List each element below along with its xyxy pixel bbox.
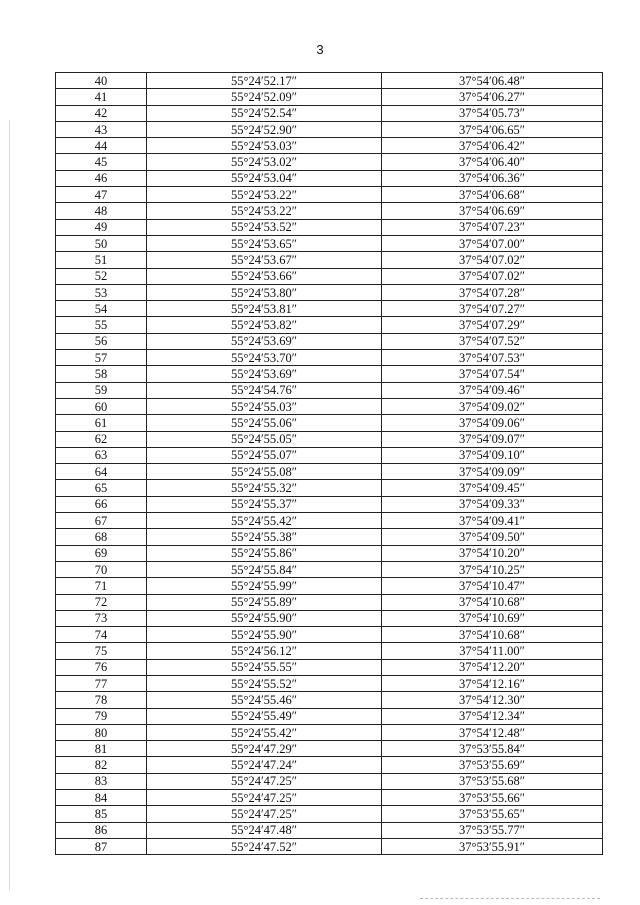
longitude-cell: 37°54′05.73″ (382, 105, 603, 121)
longitude-cell: 37°53′55.68″ (382, 773, 603, 789)
latitude-cell: 55°24′53.69″ (147, 366, 382, 382)
latitude-cell: 55°24′53.52″ (147, 219, 382, 235)
point-number-cell: 66 (56, 496, 147, 512)
table-row (56, 398, 603, 414)
table-row (56, 447, 603, 463)
longitude-cell: 37°54′10.69″ (382, 610, 603, 626)
point-number-cell: 52 (56, 268, 147, 284)
point-number-cell: 41 (56, 89, 147, 105)
point-number-cell: 72 (56, 594, 147, 610)
table-row (56, 301, 603, 317)
latitude-cell: 55°24′55.99″ (147, 578, 382, 594)
table-row (56, 235, 603, 251)
latitude-cell: 55°24′55.03″ (147, 398, 382, 414)
point-number-cell: 79 (56, 708, 147, 724)
latitude-cell: 55°24′47.25″ (147, 806, 382, 822)
point-number-cell: 46 (56, 170, 147, 186)
longitude-cell: 37°54′07.02″ (382, 268, 603, 284)
latitude-cell: 55°24′47.52″ (147, 838, 382, 854)
table-row (56, 790, 603, 806)
point-number-cell: 49 (56, 219, 147, 235)
table-row (56, 724, 603, 740)
latitude-cell: 55°24′52.90″ (147, 121, 382, 137)
longitude-cell: 37°54′06.68″ (382, 187, 603, 203)
point-number-cell: 64 (56, 464, 147, 480)
table-row (56, 154, 603, 170)
table-row (56, 545, 603, 561)
table-row (56, 496, 603, 512)
longitude-cell: 37°54′10.20″ (382, 545, 603, 561)
table-row (56, 610, 603, 626)
table-row (56, 284, 603, 300)
point-number-cell: 53 (56, 284, 147, 300)
longitude-cell: 37°54′10.68″ (382, 627, 603, 643)
table-row (56, 708, 603, 724)
longitude-cell: 37°54′07.52″ (382, 333, 603, 349)
point-number-cell: 71 (56, 578, 147, 594)
longitude-cell: 37°53′55.77″ (382, 822, 603, 838)
table-row (56, 838, 603, 854)
point-number-cell: 40 (56, 73, 147, 89)
table-row (56, 741, 603, 757)
latitude-cell: 55°24′55.32″ (147, 480, 382, 496)
longitude-cell: 37°54′09.09″ (382, 464, 603, 480)
latitude-cell: 55°24′53.80″ (147, 284, 382, 300)
longitude-cell: 37°54′12.20″ (382, 659, 603, 675)
latitude-cell: 55°24′55.42″ (147, 724, 382, 740)
latitude-cell: 55°24′54.76″ (147, 382, 382, 398)
table-row (56, 73, 603, 89)
table-row (56, 268, 603, 284)
longitude-cell: 37°54′10.25″ (382, 561, 603, 577)
latitude-cell: 55°24′47.25″ (147, 773, 382, 789)
latitude-cell: 55°24′53.65″ (147, 235, 382, 251)
table-row (56, 561, 603, 577)
point-number-cell: 57 (56, 350, 147, 366)
longitude-cell: 37°54′06.27″ (382, 89, 603, 105)
point-number-cell: 84 (56, 790, 147, 806)
point-number-cell: 70 (56, 561, 147, 577)
latitude-cell: 55°24′55.46″ (147, 692, 382, 708)
table-row (56, 578, 603, 594)
table-row (56, 89, 603, 105)
coordinates-table (55, 72, 603, 855)
table-row (56, 219, 603, 235)
table-row (56, 252, 603, 268)
longitude-cell: 37°54′09.06″ (382, 415, 603, 431)
table-row (56, 317, 603, 333)
longitude-cell: 37°54′12.48″ (382, 724, 603, 740)
longitude-cell: 37°53′55.65″ (382, 806, 603, 822)
table-row (56, 121, 603, 137)
longitude-cell: 37°54′09.45″ (382, 480, 603, 496)
point-number-cell: 54 (56, 301, 147, 317)
coordinates-table-body (56, 73, 603, 855)
longitude-cell: 37°54′06.69″ (382, 203, 603, 219)
point-number-cell: 76 (56, 659, 147, 675)
point-number-cell: 48 (56, 203, 147, 219)
page-number: 3 (316, 42, 324, 57)
longitude-cell: 37°53′55.91″ (382, 838, 603, 854)
point-number-cell: 73 (56, 610, 147, 626)
table-row (56, 382, 603, 398)
latitude-cell: 55°24′53.69″ (147, 333, 382, 349)
point-number-cell: 61 (56, 415, 147, 431)
point-number-cell: 80 (56, 724, 147, 740)
point-number-cell: 68 (56, 529, 147, 545)
longitude-cell: 37°54′07.02″ (382, 252, 603, 268)
table-row (56, 627, 603, 643)
latitude-cell: 55°24′53.67″ (147, 252, 382, 268)
point-number-cell: 56 (56, 333, 147, 349)
latitude-cell: 55°24′55.37″ (147, 496, 382, 512)
table-row (56, 675, 603, 691)
longitude-cell: 37°54′09.02″ (382, 398, 603, 414)
longitude-cell: 37°54′07.23″ (382, 219, 603, 235)
latitude-cell: 55°24′53.22″ (147, 187, 382, 203)
longitude-cell: 37°54′10.68″ (382, 594, 603, 610)
point-number-cell: 86 (56, 822, 147, 838)
latitude-cell: 55°24′47.48″ (147, 822, 382, 838)
longitude-cell: 37°54′07.27″ (382, 301, 603, 317)
latitude-cell: 55°24′53.81″ (147, 301, 382, 317)
longitude-cell: 37°54′06.36″ (382, 170, 603, 186)
point-number-cell: 43 (56, 121, 147, 137)
latitude-cell: 55°24′55.52″ (147, 675, 382, 691)
point-number-cell: 47 (56, 187, 147, 203)
latitude-cell: 55°24′53.02″ (147, 154, 382, 170)
longitude-cell: 37°54′10.47″ (382, 578, 603, 594)
table-row (56, 170, 603, 186)
latitude-cell: 55°24′52.54″ (147, 105, 382, 121)
point-number-cell: 85 (56, 806, 147, 822)
table-row (56, 366, 603, 382)
latitude-cell: 55°24′55.06″ (147, 415, 382, 431)
latitude-cell: 55°24′53.66″ (147, 268, 382, 284)
longitude-cell: 37°53′55.66″ (382, 790, 603, 806)
longitude-cell: 37°54′06.42″ (382, 138, 603, 154)
point-number-cell: 51 (56, 252, 147, 268)
latitude-cell: 55°24′47.24″ (147, 757, 382, 773)
table-row (56, 643, 603, 659)
longitude-cell: 37°54′11.00″ (382, 643, 603, 659)
latitude-cell: 55°24′53.03″ (147, 138, 382, 154)
point-number-cell: 67 (56, 513, 147, 529)
longitude-cell: 37°54′07.28″ (382, 284, 603, 300)
latitude-cell: 55°24′55.05″ (147, 431, 382, 447)
longitude-cell: 37°53′55.69″ (382, 757, 603, 773)
longitude-cell: 37°54′09.07″ (382, 431, 603, 447)
point-number-cell: 82 (56, 757, 147, 773)
point-number-cell: 81 (56, 741, 147, 757)
longitude-cell: 37°54′07.29″ (382, 317, 603, 333)
table-row (56, 822, 603, 838)
latitude-cell: 55°24′55.86″ (147, 545, 382, 561)
table-row (56, 480, 603, 496)
point-number-cell: 58 (56, 366, 147, 382)
latitude-cell: 55°24′55.90″ (147, 627, 382, 643)
latitude-cell: 55°24′55.07″ (147, 447, 382, 463)
point-number-cell: 77 (56, 675, 147, 691)
latitude-cell: 55°24′52.17″ (147, 73, 382, 89)
table-row (56, 350, 603, 366)
longitude-cell: 37°54′07.53″ (382, 350, 603, 366)
latitude-cell: 55°24′47.25″ (147, 790, 382, 806)
longitude-cell: 37°54′07.54″ (382, 366, 603, 382)
point-number-cell: 62 (56, 431, 147, 447)
latitude-cell: 55°24′55.84″ (147, 561, 382, 577)
table-row (56, 806, 603, 822)
latitude-cell: 55°24′55.55″ (147, 659, 382, 675)
longitude-cell: 37°54′09.33″ (382, 496, 603, 512)
point-number-cell: 69 (56, 545, 147, 561)
point-number-cell: 50 (56, 235, 147, 251)
table-row (56, 773, 603, 789)
point-number-cell: 83 (56, 773, 147, 789)
longitude-cell: 37°54′12.16″ (382, 675, 603, 691)
point-number-cell: 74 (56, 627, 147, 643)
longitude-cell: 37°54′09.50″ (382, 529, 603, 545)
latitude-cell: 55°24′53.22″ (147, 203, 382, 219)
latitude-cell: 55°24′53.70″ (147, 350, 382, 366)
longitude-cell: 37°54′09.41″ (382, 513, 603, 529)
latitude-cell: 55°24′47.29″ (147, 741, 382, 757)
table-row (56, 333, 603, 349)
latitude-cell: 55°24′55.89″ (147, 594, 382, 610)
point-number-cell: 59 (56, 382, 147, 398)
table-row (56, 692, 603, 708)
latitude-cell: 55°24′55.08″ (147, 464, 382, 480)
point-number-cell: 60 (56, 398, 147, 414)
longitude-cell: 37°54′12.34″ (382, 708, 603, 724)
point-number-cell: 55 (56, 317, 147, 333)
point-number-cell: 65 (56, 480, 147, 496)
table-row (56, 431, 603, 447)
table-row (56, 415, 603, 431)
longitude-cell: 37°54′09.10″ (382, 447, 603, 463)
latitude-cell: 55°24′55.38″ (147, 529, 382, 545)
latitude-cell: 55°24′56.12″ (147, 643, 382, 659)
table-row (56, 464, 603, 480)
table-row (56, 187, 603, 203)
longitude-cell: 37°54′06.48″ (382, 73, 603, 89)
table-row (56, 757, 603, 773)
table-row (56, 529, 603, 545)
table-row (56, 659, 603, 675)
point-number-cell: 75 (56, 643, 147, 659)
latitude-cell: 55°24′55.42″ (147, 513, 382, 529)
point-number-cell: 45 (56, 154, 147, 170)
point-number-cell: 44 (56, 138, 147, 154)
longitude-cell: 37°54′12.30″ (382, 692, 603, 708)
table-row (56, 203, 603, 219)
latitude-cell: 55°24′52.09″ (147, 89, 382, 105)
latitude-cell: 55°24′53.82″ (147, 317, 382, 333)
table-row (56, 105, 603, 121)
longitude-cell: 37°54′07.00″ (382, 235, 603, 251)
latitude-cell: 55°24′55.90″ (147, 610, 382, 626)
table-row (56, 138, 603, 154)
point-number-cell: 42 (56, 105, 147, 121)
point-number-cell: 63 (56, 447, 147, 463)
scan-edge-line (9, 120, 10, 890)
scan-artifact-line (420, 898, 600, 899)
table-row (56, 513, 603, 529)
longitude-cell: 37°54′06.65″ (382, 121, 603, 137)
latitude-cell: 55°24′55.49″ (147, 708, 382, 724)
longitude-cell: 37°54′09.46″ (382, 382, 603, 398)
longitude-cell: 37°54′06.40″ (382, 154, 603, 170)
point-number-cell: 87 (56, 838, 147, 854)
table-row (56, 594, 603, 610)
longitude-cell: 37°53′55.84″ (382, 741, 603, 757)
point-number-cell: 78 (56, 692, 147, 708)
latitude-cell: 55°24′53.04″ (147, 170, 382, 186)
